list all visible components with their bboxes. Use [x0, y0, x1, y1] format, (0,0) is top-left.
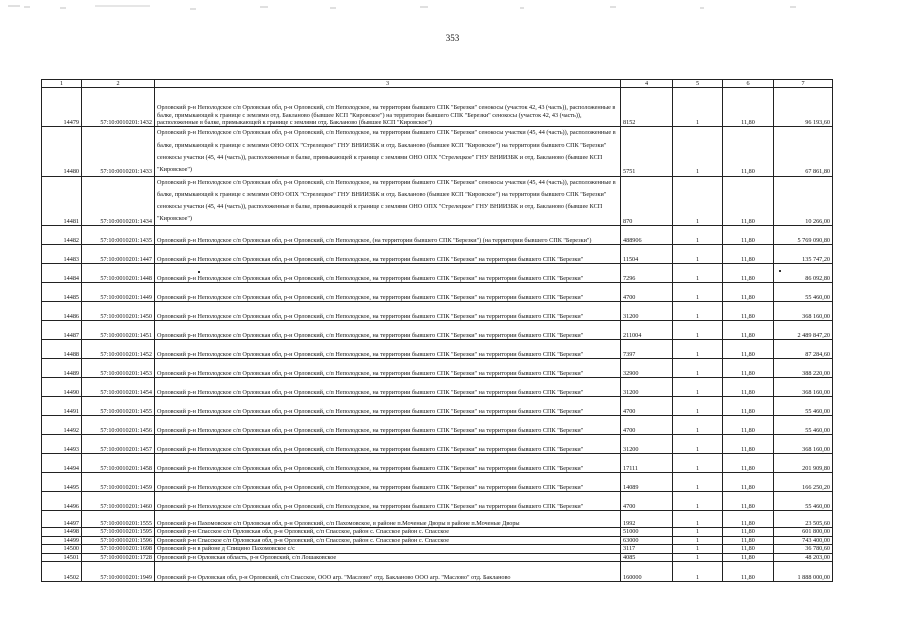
area-value: 17111: [621, 454, 673, 473]
description-text: Орловский р-н Неполодское с/п Орловская обл, р-н Орловский, с/п Неполодское, на территории бывшего СПК "Березки" на территории бывшего СПК "Березки": [157, 388, 584, 396]
table-row: [42, 545, 833, 553]
row-number: 14490: [42, 378, 82, 397]
cadastral-value: 87 284,60: [774, 340, 833, 359]
count-value: 1: [673, 283, 723, 302]
cadastral-value: 55 460,00: [774, 492, 833, 511]
table-row: [42, 302, 833, 321]
cadastral-value: 67 861,80: [774, 127, 833, 176]
location-description: [155, 302, 621, 321]
page-number: 353: [445, 33, 460, 43]
header-cell-5: 5: [673, 80, 723, 88]
cadastral-number: 57:10:0010201:1447: [82, 245, 155, 264]
location-description: [155, 561, 621, 581]
row-number: 14483: [42, 245, 82, 264]
header-cell-1: 1: [42, 80, 82, 88]
rate-value: 11,80: [723, 88, 774, 127]
location-description: [155, 340, 621, 359]
location-description: [155, 378, 621, 397]
row-number: 14480: [42, 127, 82, 176]
table-row: [42, 528, 833, 536]
area-value: 32900: [621, 359, 673, 378]
count-value: 1: [673, 416, 723, 435]
location-description: [155, 321, 621, 340]
area-value: 7397: [621, 340, 673, 359]
description-text: Орловский р-н Неполодское с/п Орловская обл, р-н Орловский, с/п Неполодское, на территории бывшего СПК "Березки" на территории бывшего СПК "Березки": [157, 483, 584, 491]
cadastral-number: 57:10:0010201:1456: [82, 416, 155, 435]
table-row: [42, 321, 833, 340]
rate-value: 11,80: [723, 561, 774, 581]
row-number: 14485: [42, 283, 82, 302]
row-number: 14486: [42, 302, 82, 321]
area-value: 51000: [621, 528, 673, 536]
scan-noise-marks: [0, 0, 905, 14]
rate-value: 11,80: [723, 302, 774, 321]
rate-value: 11,80: [723, 416, 774, 435]
area-value: 211004: [621, 321, 673, 340]
cadastral-number: 57:10:0010201:1595: [82, 528, 155, 536]
cadastral-number: 57:10:0010201:1454: [82, 378, 155, 397]
row-number: 14492: [42, 416, 82, 435]
location-description: [155, 536, 621, 544]
location-description: [155, 245, 621, 264]
row-number: 14498: [42, 528, 82, 536]
row-number: 14482: [42, 226, 82, 245]
header-cell-4: 4: [621, 80, 673, 88]
cadastral-number: 57:10:0010201:1452: [82, 340, 155, 359]
row-number: 14487: [42, 321, 82, 340]
cadastral-number: 57:10:0010201:1555: [82, 511, 155, 528]
count-value: 1: [673, 511, 723, 528]
description-text: Орловский р-н Неполодское с/п Орловская обл, р-н Орловский, с/п Неполодское, на территории бывшего СПК "Березки" на территории бывшего СПК "Березки": [157, 274, 584, 282]
table-row: [42, 397, 833, 416]
table-row: [42, 359, 833, 378]
table-row: [42, 264, 833, 283]
description-text: Орловский р-н Спасское с/п Орловская обл, р-н Орловский, с/п Спасское, район с. Спасское район с. Спасское: [157, 528, 449, 536]
count-value: 1: [673, 435, 723, 454]
rate-value: 11,80: [723, 435, 774, 454]
area-value: 63000: [621, 536, 673, 544]
area-value: 7296: [621, 264, 673, 283]
count-value: 1: [673, 264, 723, 283]
cadastral-number: 57:10:0010201:1455: [82, 397, 155, 416]
count-value: 1: [673, 245, 723, 264]
count-value: 1: [673, 397, 723, 416]
location-description: [155, 226, 621, 245]
location-description: [155, 283, 621, 302]
rate-value: 11,80: [723, 127, 774, 176]
location-description: [155, 511, 621, 528]
count-value: 1: [673, 359, 723, 378]
description-text: Орловский р-н Неполодское с/п Орловская обл, р-н Орловский, с/п Неполодское, (на территории бывшего СПК "Березки") (на территории бывшего СПК "Березки"): [157, 236, 592, 244]
description-text: Орловский р-н Неполодское с/п Орловская обл, р-н Орловский, с/п Неполодское, на территории бывшего СПК "Березки" на территории бывшего СПК "Березки": [157, 407, 584, 415]
description-text: Орловский р-н в районе д Спицино Пахомовское с/с: [157, 545, 295, 553]
row-number: 14481: [42, 176, 82, 225]
cadastral-number: 57:10:0010201:1949: [82, 561, 155, 581]
description-text: Орловский р-н Неполодское с/п Орловская обл, р-н Орловский, с/п Неполодское, на территории бывшего СПК "Березки" на территории бывшего СПК "Березки": [157, 464, 584, 472]
table-row: [42, 283, 833, 302]
row-number: 14495: [42, 473, 82, 492]
cadastral-value: 368 160,00: [774, 435, 833, 454]
count-value: 1: [673, 545, 723, 553]
row-number: 14488: [42, 340, 82, 359]
table-row: [42, 416, 833, 435]
rate-value: 11,80: [723, 245, 774, 264]
rate-value: 11,80: [723, 473, 774, 492]
rate-value: 11,80: [723, 226, 774, 245]
table-row: [42, 454, 833, 473]
row-number: 14499: [42, 536, 82, 544]
header-cell-3: 3: [155, 80, 621, 88]
rate-value: 11,80: [723, 545, 774, 553]
count-value: 1: [673, 528, 723, 536]
table-row: [42, 378, 833, 397]
cadastral-number: 57:10:0010201:1448: [82, 264, 155, 283]
area-value: 4700: [621, 492, 673, 511]
rate-value: 11,80: [723, 321, 774, 340]
cadastral-value: 36 780,60: [774, 545, 833, 553]
location-description: [155, 492, 621, 511]
table-row: [42, 511, 833, 528]
area-value: 4700: [621, 397, 673, 416]
row-number: 14494: [42, 454, 82, 473]
cadastral-value: 5 769 090,80: [774, 226, 833, 245]
rate-value: 11,80: [723, 397, 774, 416]
cadastral-number: 57:10:0010201:1433: [82, 127, 155, 176]
count-value: 1: [673, 561, 723, 581]
table-row: [42, 561, 833, 581]
area-value: 4700: [621, 283, 673, 302]
cadastral-number: 57:10:0010201:1449: [82, 283, 155, 302]
cadastral-value: 55 460,00: [774, 397, 833, 416]
area-value: 11504: [621, 245, 673, 264]
cadastral-value: 601 800,00: [774, 528, 833, 536]
rate-value: 11,80: [723, 528, 774, 536]
cadastral-value: 201 909,80: [774, 454, 833, 473]
rate-value: 11,80: [723, 283, 774, 302]
table-row: [42, 88, 833, 127]
rate-value: 11,80: [723, 378, 774, 397]
description-text: Орловский р-н Неполодское с/п Орловская обл, р-н Орловский, с/п Неполодское, на территории бывшего СПК "Березки" на территории бывшего СПК "Березки": [157, 312, 584, 320]
area-value: 1992: [621, 511, 673, 528]
table-row: [42, 435, 833, 454]
cadastral-value: 166 250,20: [774, 473, 833, 492]
row-number: 14493: [42, 435, 82, 454]
table-row: [42, 536, 833, 544]
area-value: 31200: [621, 302, 673, 321]
rate-value: 11,80: [723, 511, 774, 528]
area-value: 3117: [621, 545, 673, 553]
table-row: [42, 176, 833, 225]
row-number: 14479: [42, 88, 82, 127]
row-number: 14491: [42, 397, 82, 416]
rate-value: 11,80: [723, 176, 774, 225]
cadastral-number: 57:10:0010201:1453: [82, 359, 155, 378]
cadastral-number: 57:10:0010201:1450: [82, 302, 155, 321]
rate-value: 11,80: [723, 264, 774, 283]
cadastral-number: 57:10:0010201:1459: [82, 473, 155, 492]
cadastral-number: 57:10:0010201:1434: [82, 176, 155, 225]
row-number: 14496: [42, 492, 82, 511]
count-value: 1: [673, 226, 723, 245]
registry-table-body: [42, 80, 833, 582]
row-number: 14497: [42, 511, 82, 528]
row-number: 14489: [42, 359, 82, 378]
cadastral-number: 57:10:0010201:1460: [82, 492, 155, 511]
area-value: 14089: [621, 473, 673, 492]
count-value: 1: [673, 536, 723, 544]
cadastral-value: 48 203,00: [774, 553, 833, 561]
area-value: 4700: [621, 416, 673, 435]
description-text: Орловский р-н Неполодское с/п Орловская обл, р-н Орловский, с/п Неполодское, на территории бывшего СПК "Березки" на территории бывшего СПК "Березки": [157, 255, 584, 263]
cadastral-value: 55 460,00: [774, 283, 833, 302]
header-cell-7: 7: [774, 80, 833, 88]
area-value: 31200: [621, 378, 673, 397]
row-number: 14500: [42, 545, 82, 553]
count-value: 1: [673, 127, 723, 176]
description-text: Орловский р-н Неполодское с/п Орловская обл, р-н Орловский, с/п Неполодское, на территории бывшего СПК "Березки" сенокосы участки (45, 44 (часть)), расположенные в балке, примыкающей к границе с землями ОНО ОПХ "Стрелецкое" ГНУ ВНИИЗБК и отд. Бакланово (бывшее КСП "Кировское") на территории бывшего СПК "Березки" сенокосы участки (45, 44 (часть)), расположенные в балке, примыкающей к границе с землями ОНО ОПХ "Стрелецкое" ГНУ ВНИИЗБК и отд. Бакланово (бывшее КСП "Кировское"): [157, 129, 616, 173]
scan-dot: [779, 270, 781, 272]
location-description: [155, 416, 621, 435]
count-value: 1: [673, 378, 723, 397]
description-text: Орловский р-н Неполодское с/п Орловская обл, р-н Орловский, с/п Неполодское, на территории бывшего СПК "Березки" сенокосы участки (45, 44 (часть)), расположенные в балке, примыкающей к границе с землями ОНО ОПХ "Стрелецкое" ГНУ ВНИИЗБК и отд. Бакланово (бывшее КСП "Кировское") на территории бывшего СПК "Березки" сенокосы участки (45, 44 (часть)), расположенные в балке, примыкающей к границе с землями ОНО ОПХ "Стрелецкое" ГНУ ВНИИЗБК и отд. Бакланово (бывшее КСП "Кировское"): [157, 178, 616, 223]
row-number: 14502: [42, 561, 82, 581]
table-row: [42, 127, 833, 176]
rate-value: 11,80: [723, 359, 774, 378]
description-text: Орловский р-н Неполодское с/п Орловская обл, р-н Орловский, с/п Неполодское, на территории бывшего СПК "Березки" сенокосы (участок 42, 43 (часть)), расположенные в балке, примыкающей к границе с землями отд. Бакланово (бывшее КСП "Кировское") на территории бывшего СПК "Березки" сенокосы (участок 42, 43 (часть)), расположенные в балке, примыкающей к границе с землями отд. Бакланово (бывшее КСП "Кировское"): [157, 104, 616, 126]
location-description: [155, 264, 621, 283]
row-number: 14501: [42, 553, 82, 561]
count-value: 1: [673, 454, 723, 473]
table-row: [42, 473, 833, 492]
cadastral-value: 1 888 000,00: [774, 561, 833, 581]
location-description: [155, 397, 621, 416]
scan-dot: [198, 271, 200, 273]
header-row: [42, 80, 833, 88]
description-text: Орловский р-н Спасское с/п Орловская обл, р-н Орловский, с/п Спасское, район с. Спасское район с. Спасское: [157, 536, 449, 544]
location-description: [155, 553, 621, 561]
count-value: 1: [673, 340, 723, 359]
cadastral-number: 57:10:0010201:1728: [82, 553, 155, 561]
location-description: [155, 473, 621, 492]
description-text: Орловский р-н Неполодское с/п Орловская обл, р-н Орловский, с/п Неполодское, на территории бывшего СПК "Березки" на территории бывшего СПК "Березки": [157, 445, 584, 453]
cadastral-value: 743 400,00: [774, 536, 833, 544]
table-row: [42, 553, 833, 561]
cadastral-value: 368 160,00: [774, 302, 833, 321]
cadastral-number: 57:10:0010201:1698: [82, 545, 155, 553]
registry-table: [41, 79, 833, 582]
location-description: [155, 454, 621, 473]
cadastral-number: 57:10:0010201:1458: [82, 454, 155, 473]
cadastral-value: 55 460,00: [774, 416, 833, 435]
cadastral-value: 388 220,00: [774, 359, 833, 378]
description-text: Орловский р-н Неполодское с/п Орловская обл, р-н Орловский, с/п Неполодское, на территории бывшего СПК "Березки" на территории бывшего СПК "Березки": [157, 426, 584, 434]
cadastral-value: 2 489 847,20: [774, 321, 833, 340]
row-number: 14484: [42, 264, 82, 283]
cadastral-number: 57:10:0010201:1432: [82, 88, 155, 127]
location-description: [155, 127, 621, 176]
table-row: [42, 492, 833, 511]
rate-value: 11,80: [723, 553, 774, 561]
cadastral-value: 23 505,60: [774, 511, 833, 528]
area-value: 160000: [621, 561, 673, 581]
description-text: Орловский р-н Неполодское с/п Орловская обл, р-н Орловский, с/п Неполодское, на территории бывшего СПК "Березки" на территории бывшего СПК "Березки": [157, 293, 584, 301]
rate-value: 11,80: [723, 492, 774, 511]
rate-value: 11,80: [723, 536, 774, 544]
description-text: Орловский р-н Неполодское с/п Орловская обл, р-н Орловский, с/п Неполодское, на территории бывшего СПК "Березки" на территории бывшего СПК "Березки": [157, 502, 584, 510]
count-value: 1: [673, 88, 723, 127]
area-value: 870: [621, 176, 673, 225]
description-text: Орловский р-н Орловская обл, р-н Орловский, с/п Спасское, ООО агр. "Маслово" отд. Бакланово ООО агр. "Маслово" отд. Бакланово: [157, 573, 511, 581]
area-value: 31200: [621, 435, 673, 454]
description-text: Орловский р-н Неполодское с/п Орловская обл, р-н Орловский, с/п Неполодское, на территории бывшего СПК "Березки" на территории бывшего СПК "Березки": [157, 331, 584, 339]
cadastral-number: 57:10:0010201:1457: [82, 435, 155, 454]
count-value: 1: [673, 553, 723, 561]
location-description: [155, 528, 621, 536]
description-text: Орловский р-н Орловская область, р-н Орловский, с/п Лошаковское: [157, 553, 337, 561]
cadastral-number: 57:10:0010201:1435: [82, 226, 155, 245]
description-text: Орловский р-н Неполодское с/п Орловская обл, р-н Орловский, с/п Неполодское, на территории бывшего СПК "Березки" на территории бывшего СПК "Березки": [157, 350, 584, 358]
count-value: 1: [673, 176, 723, 225]
count-value: 1: [673, 473, 723, 492]
rate-value: 11,80: [723, 340, 774, 359]
area-value: 488906: [621, 226, 673, 245]
cadastral-value: 96 193,60: [774, 88, 833, 127]
description-text: Орловский р-н Неполодское с/п Орловская обл, р-н Орловский, с/п Неполодское, на территории бывшего СПК "Березки" на территории бывшего СПК "Березки": [157, 369, 584, 377]
rate-value: 11,80: [723, 454, 774, 473]
location-description: [155, 88, 621, 127]
count-value: 1: [673, 321, 723, 340]
cadastral-value: 86 092,80: [774, 264, 833, 283]
location-description: [155, 176, 621, 225]
header-cell-6: 6: [723, 80, 774, 88]
cadastral-value: 368 160,00: [774, 378, 833, 397]
count-value: 1: [673, 302, 723, 321]
cadastral-value: 135 747,20: [774, 245, 833, 264]
table-row: [42, 340, 833, 359]
area-value: 5751: [621, 127, 673, 176]
location-description: [155, 435, 621, 454]
table-row: [42, 226, 833, 245]
area-value: 8152: [621, 88, 673, 127]
header-cell-2: 2: [82, 80, 155, 88]
cadastral-number: 57:10:0010201:1451: [82, 321, 155, 340]
count-value: 1: [673, 492, 723, 511]
table-row: [42, 245, 833, 264]
cadastral-number: 57:10:0010201:1596: [82, 536, 155, 544]
location-description: [155, 545, 621, 553]
location-description: [155, 359, 621, 378]
area-value: 4085: [621, 553, 673, 561]
description-text: Орловский р-н Пахомовское с/п Орловская обл, р-н Орловский, с/п Пахомовское, в районе п.Моченые Дворы в районе п.Моченые Дворы: [157, 519, 520, 527]
cadastral-value: 10 266,00: [774, 176, 833, 225]
